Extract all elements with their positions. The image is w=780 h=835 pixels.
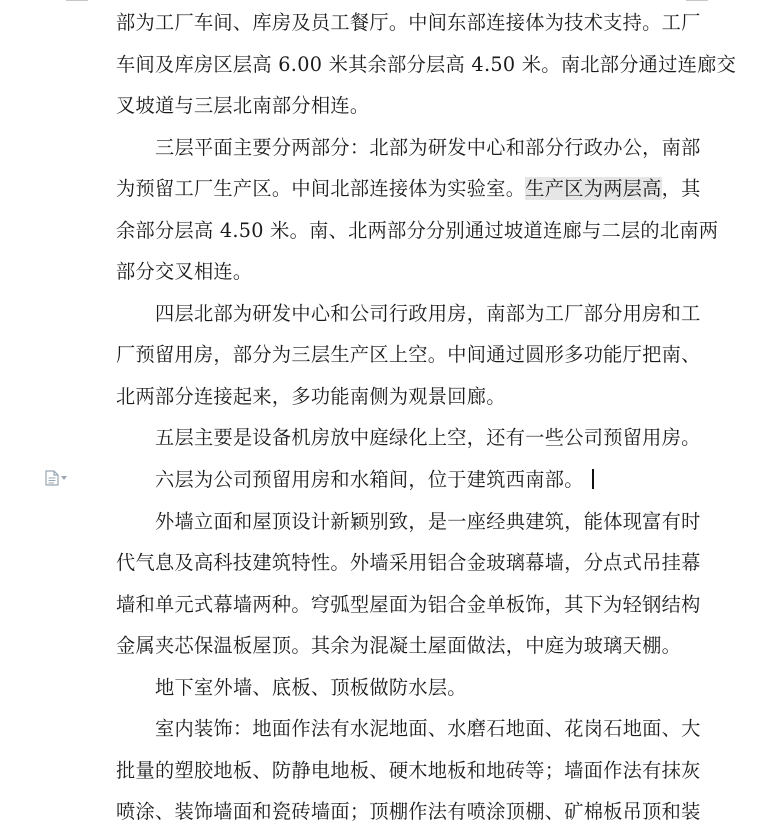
text-line[interactable]: 余部分层高 4.50 米。南、北两部分分别通过坡道连廊与二层的北南两 bbox=[116, 219, 719, 242]
text-line[interactable]: 喷涂、装饰墙面和瓷砖墙面；顶棚作法有喷涂顶棚、矿棉板吊顶和装 bbox=[116, 800, 701, 823]
text-line[interactable]: 批量的塑胶地板、防静电地板、硬木地板和地砖等；墙面作法有抹灰 bbox=[116, 759, 701, 782]
text-line[interactable]: 六层为公司预留用房和水箱间，位于建筑西南部。 bbox=[116, 460, 594, 500]
text-line[interactable]: 代气息及高科技建筑特性。外墙采用铝合金玻璃幕墙，分点式吊挂幕 bbox=[116, 551, 701, 574]
text-line[interactable]: 部为工厂车间、库房及员工餐厅。中间东部连接体为技术支持。工厂 bbox=[116, 11, 701, 34]
text-line[interactable]: 五层主要是设备机房放中庭绿化上空，还有一些公司预留用房。 bbox=[155, 426, 701, 449]
text-line[interactable]: 三层平面主要分两部分：北部为研发中心和部分行政办公，南部 bbox=[155, 136, 701, 159]
text-line[interactable]: 地下室外墙、底板、顶板做防水层。 bbox=[155, 676, 467, 699]
page-corner-mark-left bbox=[66, 0, 88, 1]
highlighted-text[interactable]: 生产区为两层高 bbox=[525, 177, 662, 200]
text-cursor bbox=[592, 469, 594, 489]
text-line[interactable]: 叉坡道与三层北南部分相连。 bbox=[116, 94, 370, 117]
text-line[interactable]: 墙和单元式幕墙两种。穹弧型屋面为铝合金单板饰，其下为轻钢结构 bbox=[116, 593, 701, 616]
text-line[interactable]: 室内装饰：地面作法有水泥地面、水磨石地面、花岗石地面、大 bbox=[155, 717, 701, 740]
text-line[interactable]: 四层北部为研发中心和公司行政用房，南部为工厂部分用房和工 bbox=[155, 302, 701, 325]
caret-down-icon bbox=[61, 476, 67, 480]
text-line[interactable]: 厂预留用房，部分为三层生产区上空。中间通过圆形多功能厅把南、 bbox=[116, 343, 701, 366]
text-line[interactable]: 为预留工厂生产区。中间北部连接体为实验室。生产区为两层高，其 bbox=[116, 177, 701, 200]
document-icon bbox=[45, 470, 59, 486]
text-line[interactable]: 外墙立面和屋顶设计新颖别致，是一座经典建筑，能体现富有时 bbox=[155, 510, 701, 533]
paragraph-options-widget[interactable] bbox=[45, 470, 67, 486]
text-line[interactable]: 金属夹芯保温板屋顶。其余为混凝土屋面做法，中庭为玻璃天棚。 bbox=[116, 634, 682, 657]
text-line[interactable]: 车间及库房区层高 6.00 米其余部分层高 4.50 米。南北部分通过连廊交 bbox=[116, 53, 737, 76]
page-corner-mark-right bbox=[686, 0, 708, 1]
text-line[interactable]: 部分交叉相连。 bbox=[116, 260, 253, 283]
text-line[interactable]: 北两部分连接起来，多功能南侧为观景回廊。 bbox=[116, 385, 506, 408]
